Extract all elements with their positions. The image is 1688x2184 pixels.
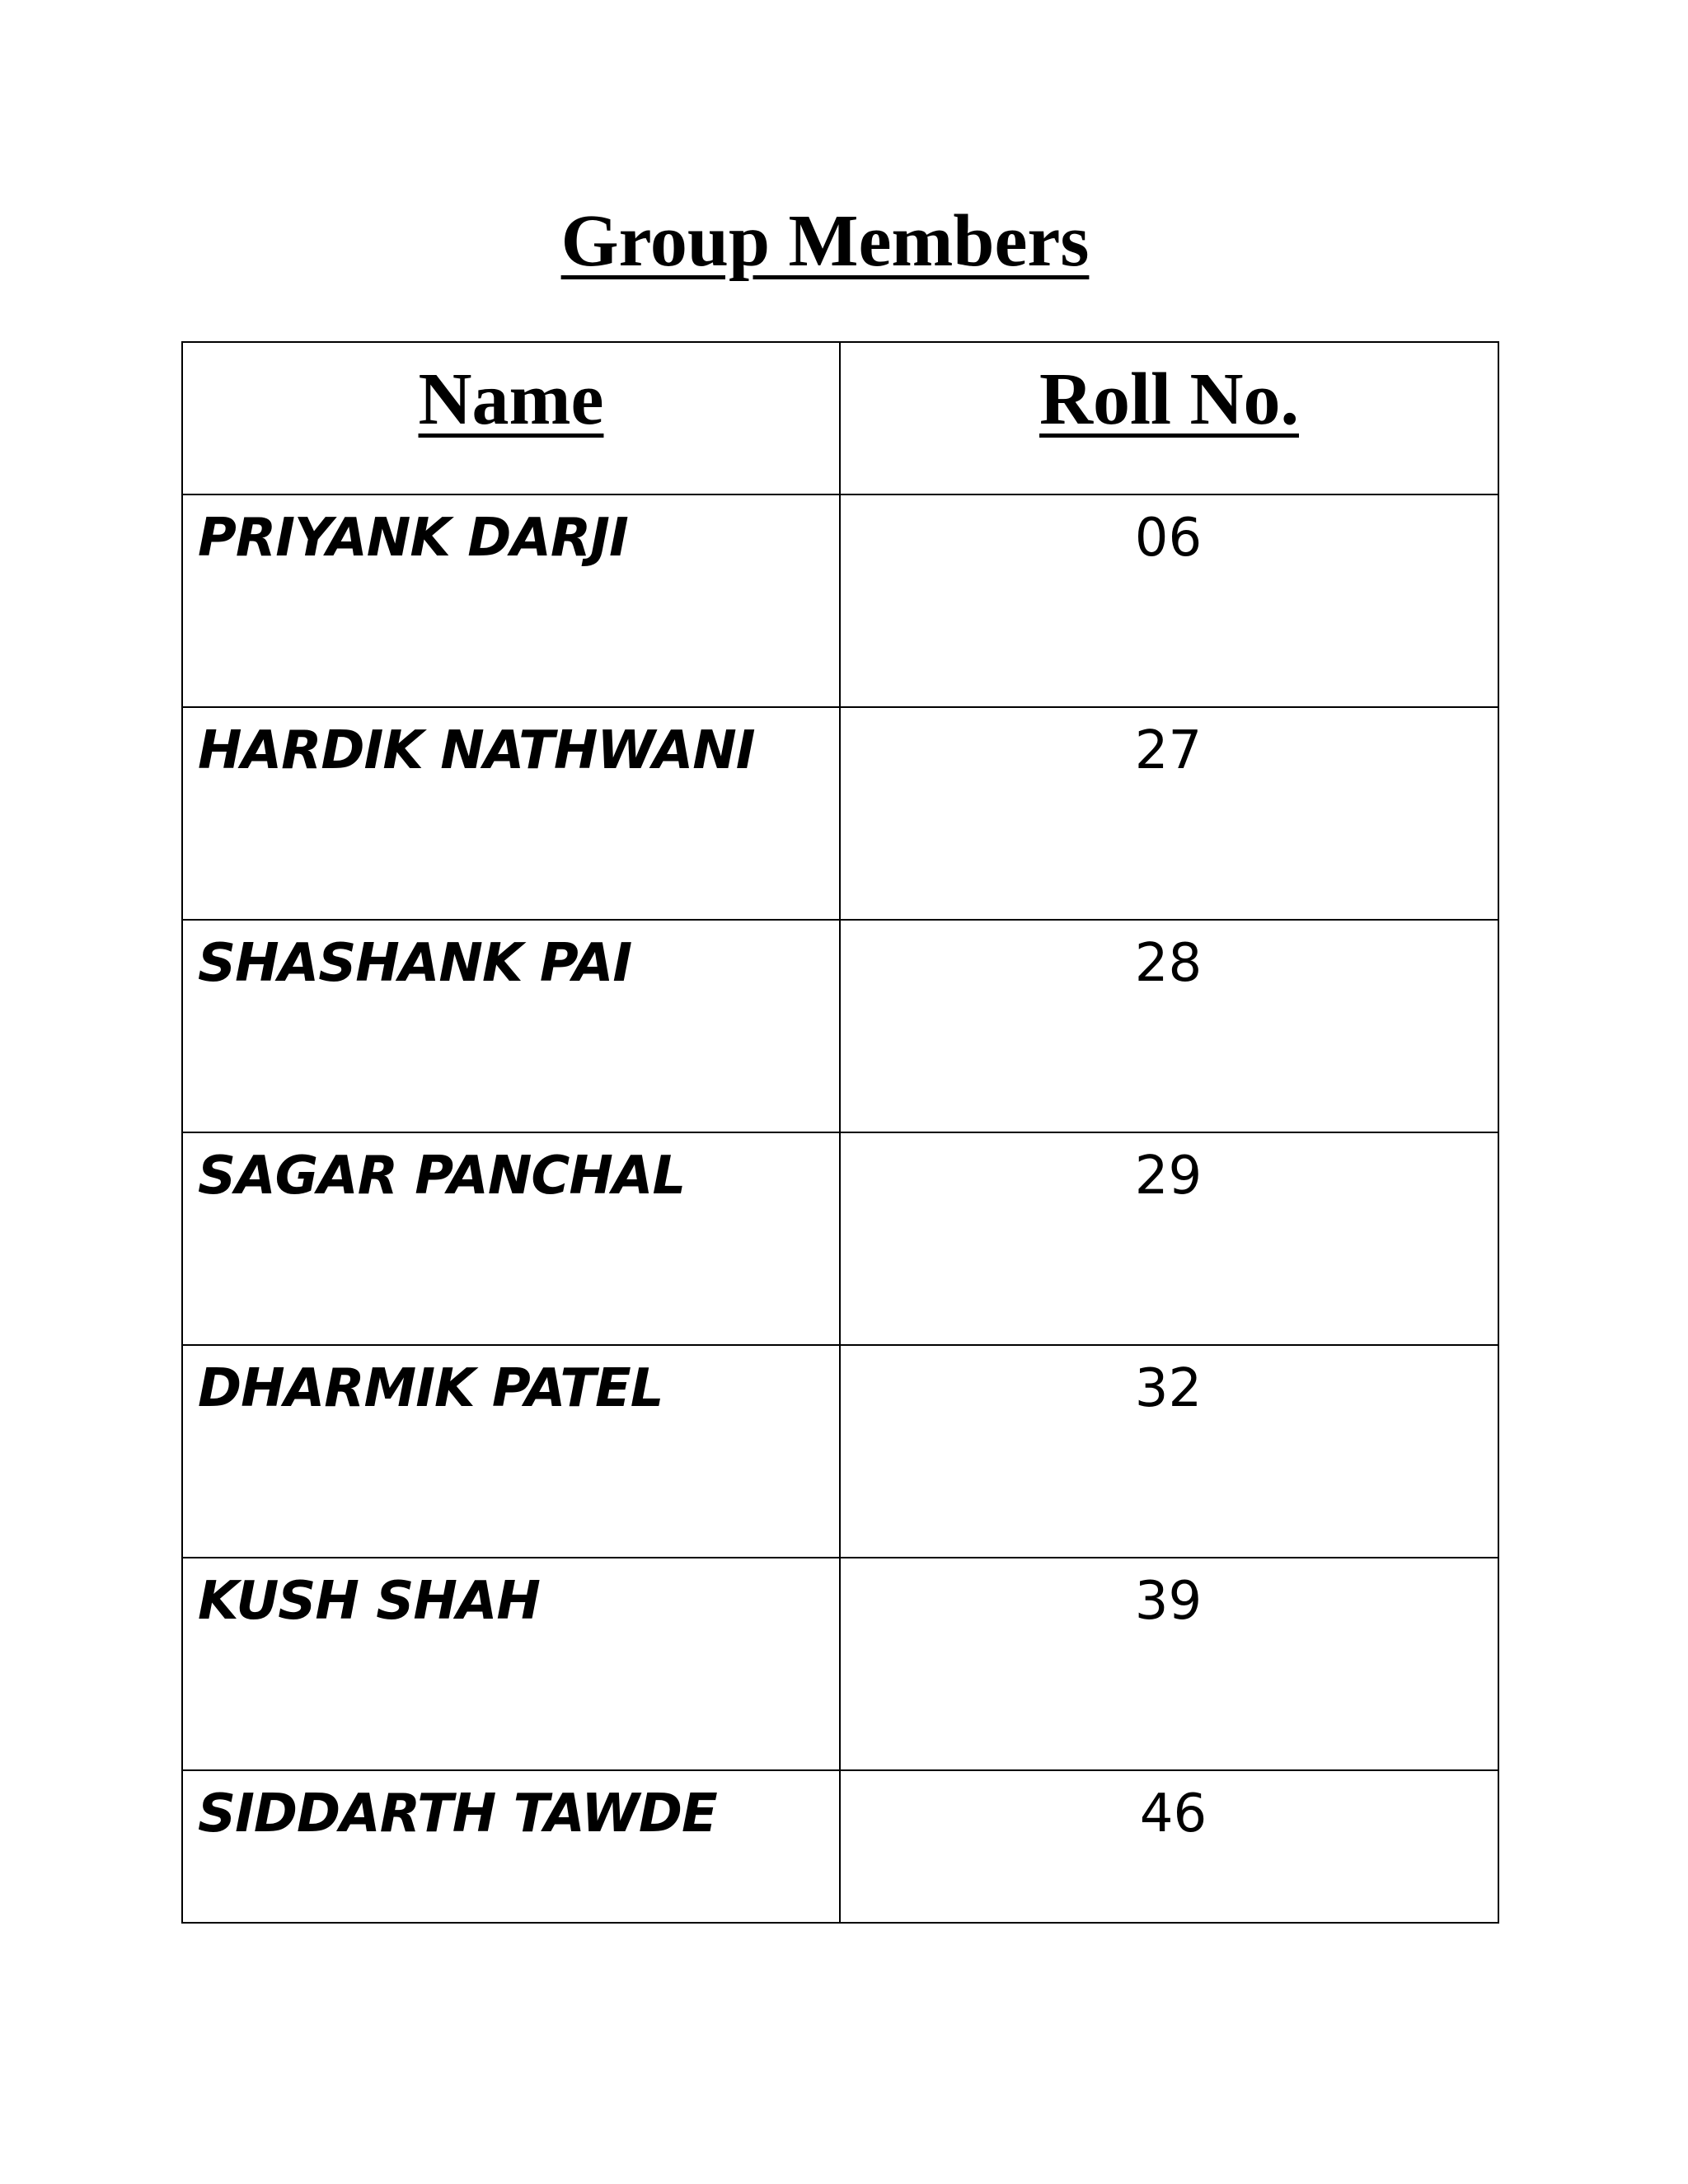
table-row (182, 1770, 1498, 1923)
member-name: SHASHANK PAI (198, 933, 632, 994)
name-cell (182, 920, 840, 1132)
table-header-row (182, 342, 1498, 494)
page-title: Group Members (560, 200, 1090, 282)
member-name: SAGAR PANCHAL (198, 1146, 686, 1207)
member-name: PRIYANK DARJI (198, 508, 628, 569)
name-cell (182, 707, 840, 920)
member-roll-number: 29 (1134, 1146, 1203, 1207)
name-column-header (182, 342, 840, 494)
roll-cell (840, 1132, 1498, 1345)
roll-column-header (840, 342, 1498, 494)
name-cell (182, 494, 840, 707)
name-cell (182, 1558, 840, 1770)
table-row (182, 920, 1498, 1132)
roll-cell (840, 1558, 1498, 1770)
table-row (182, 1345, 1498, 1558)
table-row (182, 1132, 1498, 1345)
member-roll-number: 27 (1134, 720, 1203, 781)
member-name: DHARMIK PATEL (198, 1358, 663, 1419)
group-members-table (181, 341, 1499, 1924)
roll-cell (840, 920, 1498, 1132)
member-roll-number: 39 (1134, 1571, 1203, 1632)
roll-header-label: Roll No. (1039, 359, 1299, 440)
member-roll-number: 06 (1134, 508, 1203, 569)
member-roll-number: 32 (1134, 1358, 1203, 1419)
member-name: SIDDARTH TAWDE (198, 1783, 717, 1844)
roll-cell (840, 494, 1498, 707)
name-header-label: Name (418, 359, 604, 440)
table-row (182, 707, 1498, 920)
roll-cell (840, 1345, 1498, 1558)
member-roll-number: 28 (1134, 933, 1203, 994)
member-roll-number: 46 (1139, 1783, 1207, 1844)
name-cell (182, 1132, 840, 1345)
roll-cell (840, 707, 1498, 920)
member-name: KUSH SHAH (198, 1571, 540, 1632)
name-cell (182, 1770, 840, 1923)
table-row (182, 1558, 1498, 1770)
table-row (182, 494, 1498, 707)
member-name: HARDIK NATHWANI (198, 720, 755, 781)
name-cell (182, 1345, 840, 1558)
roll-cell (840, 1770, 1498, 1923)
